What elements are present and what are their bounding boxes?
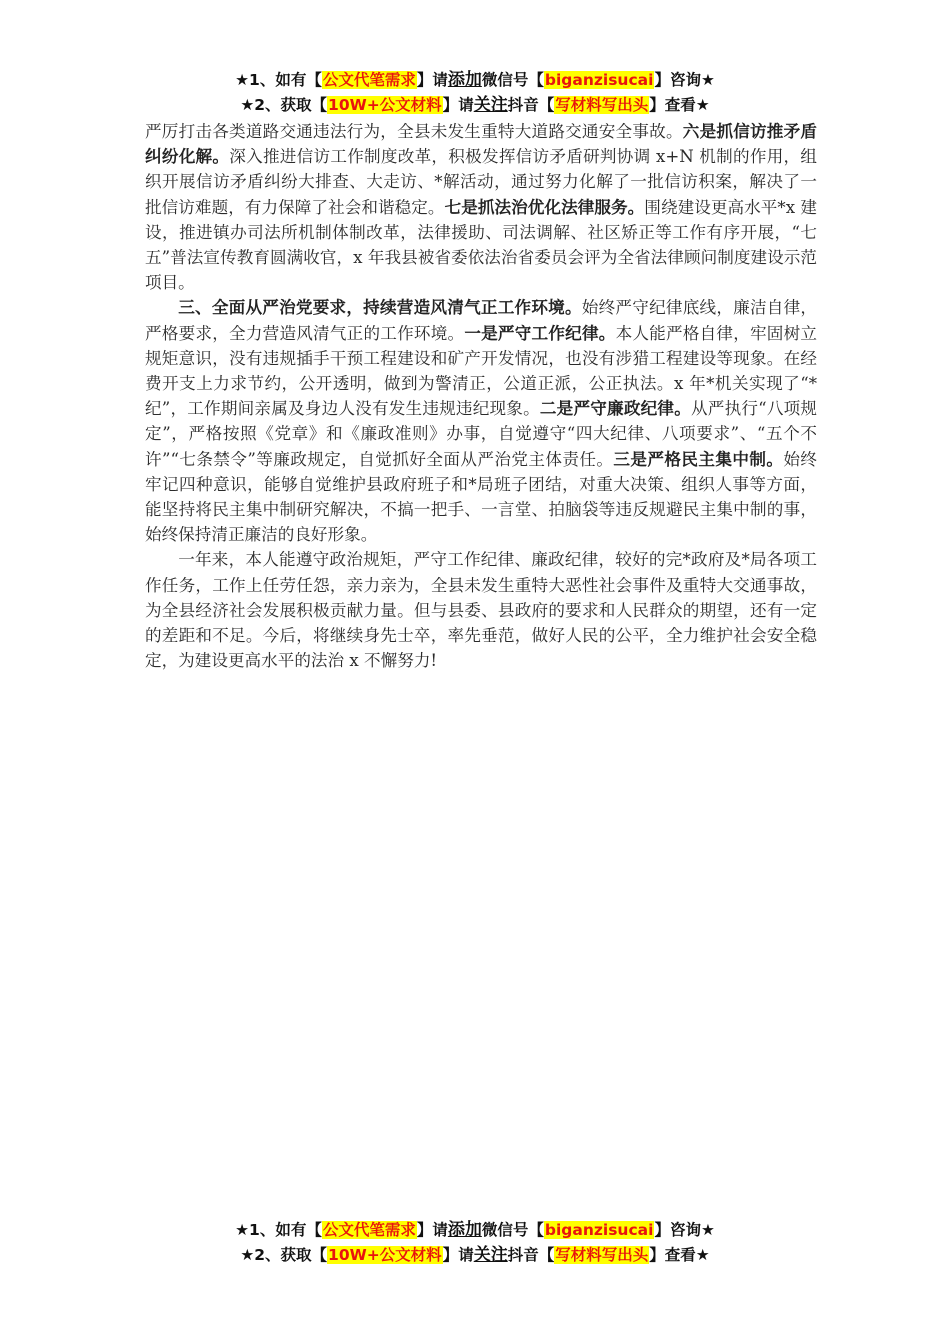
promo-text: 抖音【 (507, 1246, 555, 1264)
paragraph-conclusion: 一年来，本人能遵守政治规矩，严守工作纪律、廉政纪律，较好的完*政府及*局各项工作任务，工作上任劳任怨，亲力亲为，全县未发生重特大恶性社会事件及重特大交通事故，为全县经济社会发展积极贡献力量。但与县委、县政府的要求和人民群众的期望，还有一定的差距和不足。今后，将继续身先士卒，率先垂范，做好人民的公平，全力维护社会安全稳定，为建设更高水平的法治 x 不懈努力! (145, 550, 817, 671)
promo-line-1 (0, 68, 950, 93)
highlight-wechat-id: biganzisucai (544, 1221, 654, 1239)
body-text: 深入推进信访工作制度改革，积极发挥信访矛盾研判协调 x+N 机制的作用，组织开展信访矛盾纠纷大排查、大走访、*解活动，通过努力化解了一批信访积案，解决了一批信访难题，有力保障了社会和谐稳定。 (145, 147, 817, 217)
promo-line-2 (0, 93, 950, 118)
promo-text: 】咨询★ (654, 71, 715, 89)
bold-heading-3: 三是严格民主集中制。 (613, 449, 784, 469)
highlight-douyin-id: 写材料写出头 (555, 96, 649, 114)
body-text: 严厉打击各类道路交通违法行为，全县未发生重特大道路交通安全事故。 (145, 122, 683, 141)
highlight-wechat-id: biganzisucai (544, 71, 654, 89)
promo-text: 微信号【 (481, 71, 544, 89)
promo-text: 微信号【 (481, 1221, 544, 1239)
promo-banner-bottom (0, 1218, 950, 1268)
bold-heading-1: 一是严守工作纪律。 (464, 323, 616, 343)
section-heading-3: 三、全面从严治党要求，持续营造风清气正工作环境。 (178, 298, 582, 318)
body-text: 本人能严格自律，牢固树立规矩意识，没有违规插手干预工程建设和矿产开发情况，也没有涉猎工程建设等现象。在经费开支上力求节约，公开透明，做到为警清正，公道正派，公正执法。x 年*机关实现了“*纪”，工作期间亲属及身边人没有发生违规违纪现象。 (145, 323, 818, 419)
emphasis-follow: 关注 (473, 1245, 508, 1265)
promo-text: ★1、如有【 (235, 71, 322, 89)
promo-text: ★2、获取【 (240, 1246, 328, 1264)
highlight-materials: 10W+公文材料 (328, 1246, 442, 1264)
bold-heading-7: 七是抓法治优化法律服务。 (444, 197, 645, 217)
document-body (145, 119, 817, 673)
paragraph-continued (145, 119, 817, 295)
promo-text: 】查看★ (649, 1246, 710, 1264)
highlight-service: 公文代笔需求 (322, 1221, 416, 1239)
promo-text: ★1、如有【 (235, 1221, 322, 1239)
promo-text: 抖音【 (507, 96, 555, 114)
paragraph-section-3 (145, 295, 817, 547)
promo-text: 】请 (442, 96, 474, 114)
emphasis-follow: 关注 (473, 95, 508, 115)
promo-text: 】请 (416, 71, 448, 89)
promo-text: 】请 (416, 1221, 448, 1239)
promo-text: 】咨询★ (654, 1221, 715, 1239)
promo-banner-top (0, 68, 950, 118)
promo-text: 】查看★ (649, 96, 710, 114)
highlight-materials: 10W+公文材料 (328, 96, 442, 114)
body-text: 始终牢记四种意识，能够自觉维护县政府班子和*局班子团结，对重大决策、组织人事等方面，能坚持将民主集中制研究解决，不搞一把手、一言堂、拍脑袋等违反规避民主集中制的事，始终保持清正廉洁的良好形象。 (145, 449, 818, 545)
body-text: 从严执行“八项规定”，严格按照《党章》和《廉政准则》办事，自觉遵守“四大纪律、八项要求”、“五个不许”“七条禁令”等廉政规定，自觉抓好全面从严治党主体责任。 (145, 399, 818, 469)
promo-line-2 (0, 1243, 950, 1268)
emphasis-add: 添加 (447, 1220, 482, 1240)
bold-heading-6: 六是抓信访推矛盾纠纷化解。 (145, 122, 818, 167)
promo-line-1 (0, 1218, 950, 1243)
highlight-douyin-id: 写材料写出头 (555, 1246, 649, 1264)
promo-text: 】请 (442, 1246, 474, 1264)
body-text: 始终严守纪律底线，廉洁自律，严格要求，全力营造风清气正的工作环境。 (145, 298, 818, 343)
bold-heading-2: 二是严守廉政纪律。 (539, 399, 691, 419)
promo-text: ★2、获取【 (240, 96, 328, 114)
highlight-service: 公文代笔需求 (322, 71, 416, 89)
body-text: 围绕建设更高水平*x 建设，推进镇办司法所机制体制改革，法律援助、司法调解、社区矫正等工作有序开展，“七五”普法宣传教育圆满收官，x 年我县被省委依法治省委员会评为全省法律顾问制度建设示范项目。 (145, 197, 818, 293)
emphasis-add: 添加 (447, 70, 482, 90)
